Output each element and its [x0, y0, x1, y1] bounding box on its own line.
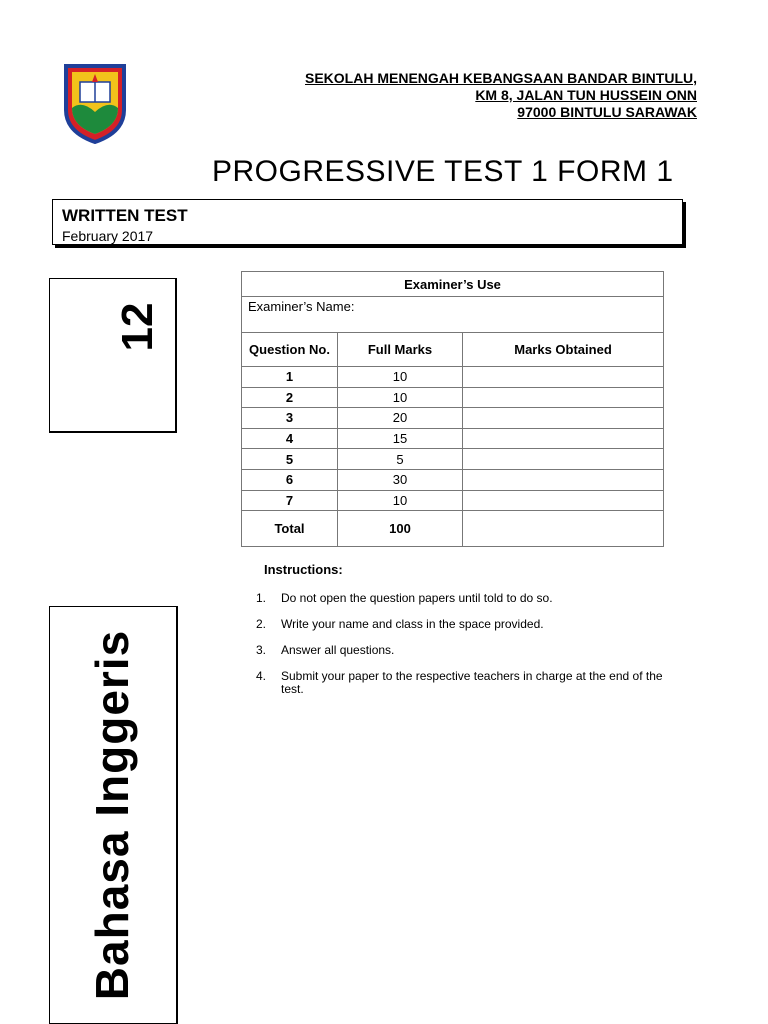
- table-row: [242, 367, 664, 388]
- examiners-use-heading: Examiner’s Use: [242, 272, 664, 297]
- question-number: 7: [242, 490, 338, 511]
- examiner-name-field: Examiner’s Name:: [242, 297, 664, 333]
- form-number: 12: [113, 302, 162, 352]
- list-item-number: 3.: [256, 643, 267, 657]
- question-number: 5: [242, 449, 338, 470]
- school-crest-logo: [62, 60, 128, 144]
- list-item: [256, 618, 676, 631]
- marks-obtained-cell: [463, 490, 664, 511]
- question-number: 6: [242, 469, 338, 490]
- marks-obtained-cell: [463, 428, 664, 449]
- question-number: 3: [242, 408, 338, 429]
- subject-name: Bahasa Inggeris: [86, 629, 138, 1001]
- column-header-question: Question No.: [242, 333, 338, 367]
- column-header-marks-obtained: Marks Obtained: [463, 333, 664, 367]
- list-item: [256, 592, 676, 605]
- column-header-full-marks: Full Marks: [338, 333, 463, 367]
- table-row: [242, 449, 664, 470]
- examiners-use-table: [241, 271, 664, 547]
- question-number: 1: [242, 367, 338, 388]
- list-item-text: Submit your paper to the respective teachers in charge at the end of the test.: [281, 669, 663, 696]
- school-street: KM 8, JALAN TUN HUSSEIN ONN: [475, 87, 697, 103]
- school-address: [305, 70, 697, 121]
- total-value: 100: [338, 511, 463, 547]
- list-item: [256, 644, 676, 657]
- list-item-text: Do not open the question papers until told to do so.: [281, 591, 553, 605]
- total-row: [242, 511, 664, 547]
- written-test-box: [52, 199, 683, 245]
- full-marks: 15: [338, 428, 463, 449]
- school-name: SEKOLAH MENENGAH KEBANGSAAN BANDAR BINTULU,: [305, 70, 697, 86]
- table-row: [242, 408, 664, 429]
- instructions-list: [256, 592, 676, 709]
- full-marks: 10: [338, 490, 463, 511]
- page-title: PROGRESSIVE TEST 1 FORM 1: [212, 155, 674, 188]
- full-marks: 10: [338, 367, 463, 388]
- written-test-date: February 2017: [62, 228, 154, 244]
- list-item-number: 4.: [256, 669, 267, 683]
- school-city: 97000 BINTULU SARAWAK: [517, 104, 697, 120]
- list-item: [256, 670, 676, 696]
- list-item-text: Answer all questions.: [281, 643, 395, 657]
- table-row: [242, 490, 664, 511]
- marks-obtained-cell: [463, 408, 664, 429]
- marks-obtained-cell: [463, 367, 664, 388]
- question-number: 4: [242, 428, 338, 449]
- full-marks: 30: [338, 469, 463, 490]
- full-marks: 20: [338, 408, 463, 429]
- written-test-title: WRITTEN TEST: [62, 206, 188, 225]
- marks-obtained-cell: [463, 387, 664, 408]
- subject-box: [49, 606, 178, 1024]
- total-label: Total: [242, 511, 338, 547]
- marks-obtained-cell: [463, 449, 664, 470]
- table-row: [242, 387, 664, 408]
- full-marks: 10: [338, 387, 463, 408]
- instructions-title: Instructions:: [264, 562, 343, 577]
- list-item-number: 1.: [256, 591, 267, 605]
- table-row: [242, 428, 664, 449]
- form-number-box: [49, 278, 177, 433]
- total-obtained-cell: [463, 511, 664, 547]
- list-item-text: Write your name and class in the space provided.: [281, 617, 544, 631]
- question-number: 2: [242, 387, 338, 408]
- list-item-number: 2.: [256, 617, 267, 631]
- marks-obtained-cell: [463, 469, 664, 490]
- table-row: [242, 469, 664, 490]
- full-marks: 5: [338, 449, 463, 470]
